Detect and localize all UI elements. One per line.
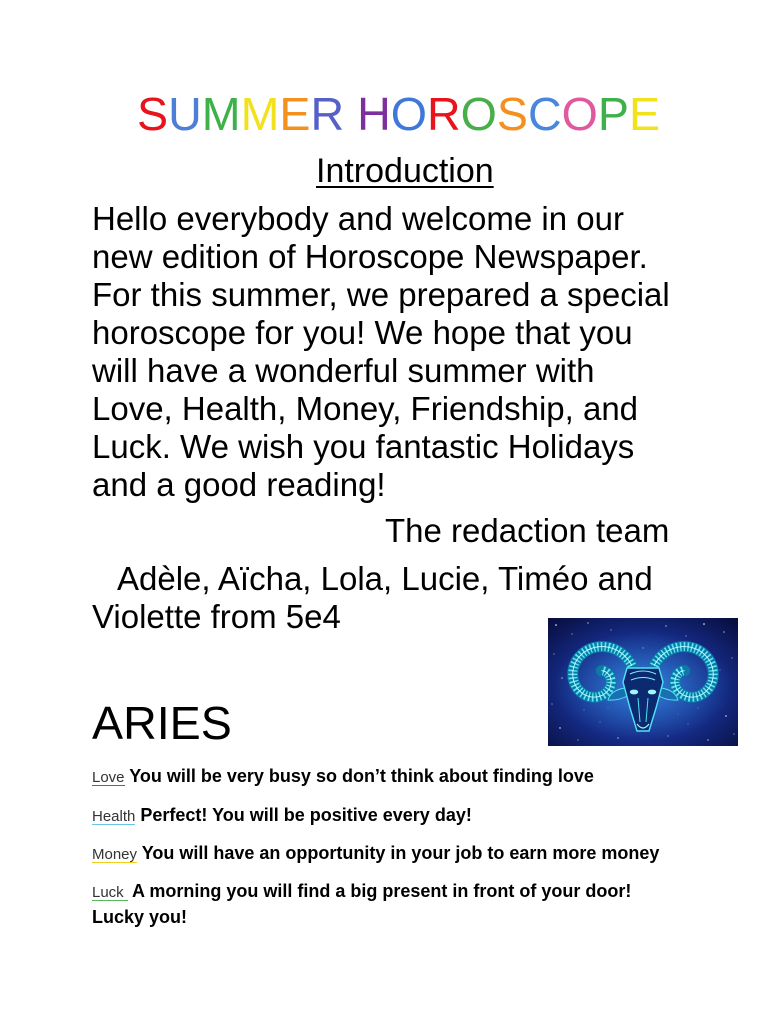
star — [587, 622, 588, 623]
title-letter: O — [390, 88, 427, 140]
paragraph-line: Hello everybody and welcome in our — [92, 200, 624, 237]
forecast-text: You will have an opportunity in your job to earn more money — [141, 843, 660, 863]
forecast-money — [92, 840, 659, 866]
star — [723, 631, 724, 632]
signature-names: Violette from 5e4 — [92, 598, 341, 635]
introduction-paragraph — [92, 200, 670, 504]
forecast-text: You will be very busy so don’t think about finding love — [129, 766, 594, 786]
signature-team: The redaction team — [385, 512, 670, 549]
star — [578, 740, 579, 741]
star — [554, 654, 555, 655]
star — [665, 625, 666, 626]
title-letter: O — [460, 88, 497, 140]
title-letter: C — [527, 88, 562, 140]
sign-heading: ARIES — [92, 697, 232, 749]
title-letter: E — [279, 88, 311, 140]
star — [734, 734, 735, 735]
forecast-label: Health — [92, 808, 136, 825]
title-letter: R — [426, 88, 461, 140]
star — [703, 623, 705, 625]
title-letter: P — [597, 88, 629, 140]
forecast-label: Love — [92, 769, 125, 786]
title-word — [357, 88, 660, 140]
forecast-label: Money — [92, 846, 138, 863]
signature-names: Adèle, Aïcha, Lola, Lucie, Timéo and — [117, 560, 653, 597]
forecast-label: Luck — [92, 885, 128, 901]
ram-right-eye — [648, 690, 656, 695]
title-letter: S — [137, 88, 169, 140]
ram-left-eye — [630, 690, 638, 695]
star — [552, 704, 553, 705]
aries-ram-image — [548, 618, 738, 746]
star — [555, 624, 557, 626]
star — [686, 636, 687, 637]
forecast-text-continuation: Lucky you! — [92, 907, 188, 927]
paragraph-line: new edition of Horoscope Newspaper. — [92, 238, 648, 275]
star — [725, 715, 726, 716]
title-letter: O — [561, 88, 598, 140]
paragraph-line: will have a wonderful summer with — [92, 352, 595, 389]
title-letter: E — [628, 88, 661, 140]
title-letter: H — [357, 88, 391, 140]
title-letter: M — [201, 88, 241, 140]
star — [732, 658, 733, 659]
title-word — [137, 88, 344, 140]
star — [611, 630, 612, 631]
star — [572, 634, 573, 635]
forecast-text: Perfect! You will be positive every day! — [140, 805, 472, 825]
page-title — [137, 86, 660, 142]
paragraph-line: and a good reading! — [92, 466, 386, 503]
introduction-heading: Introduction — [316, 152, 494, 190]
aries-ram-icon — [548, 618, 738, 746]
paragraph-line: Love, Health, Money, Friendship, and — [92, 390, 639, 427]
title-letter: U — [168, 88, 202, 140]
paragraph-line: For this summer, we prepared a special — [92, 276, 670, 313]
star — [559, 727, 560, 728]
paragraph-line: horoscope for you! We hope that you — [92, 314, 633, 351]
forecast-health — [92, 802, 472, 828]
paragraph-line: Luck. We wish you fantastic Holidays — [92, 428, 635, 465]
forecast-love — [92, 763, 594, 789]
forecast-text: A morning you will find a big present in front of your door! — [132, 881, 632, 901]
title-letter: M — [240, 88, 280, 140]
star — [707, 739, 708, 740]
title-letter: S — [496, 88, 528, 140]
title-letter: R — [310, 88, 345, 140]
forecast-luck — [92, 878, 631, 904]
